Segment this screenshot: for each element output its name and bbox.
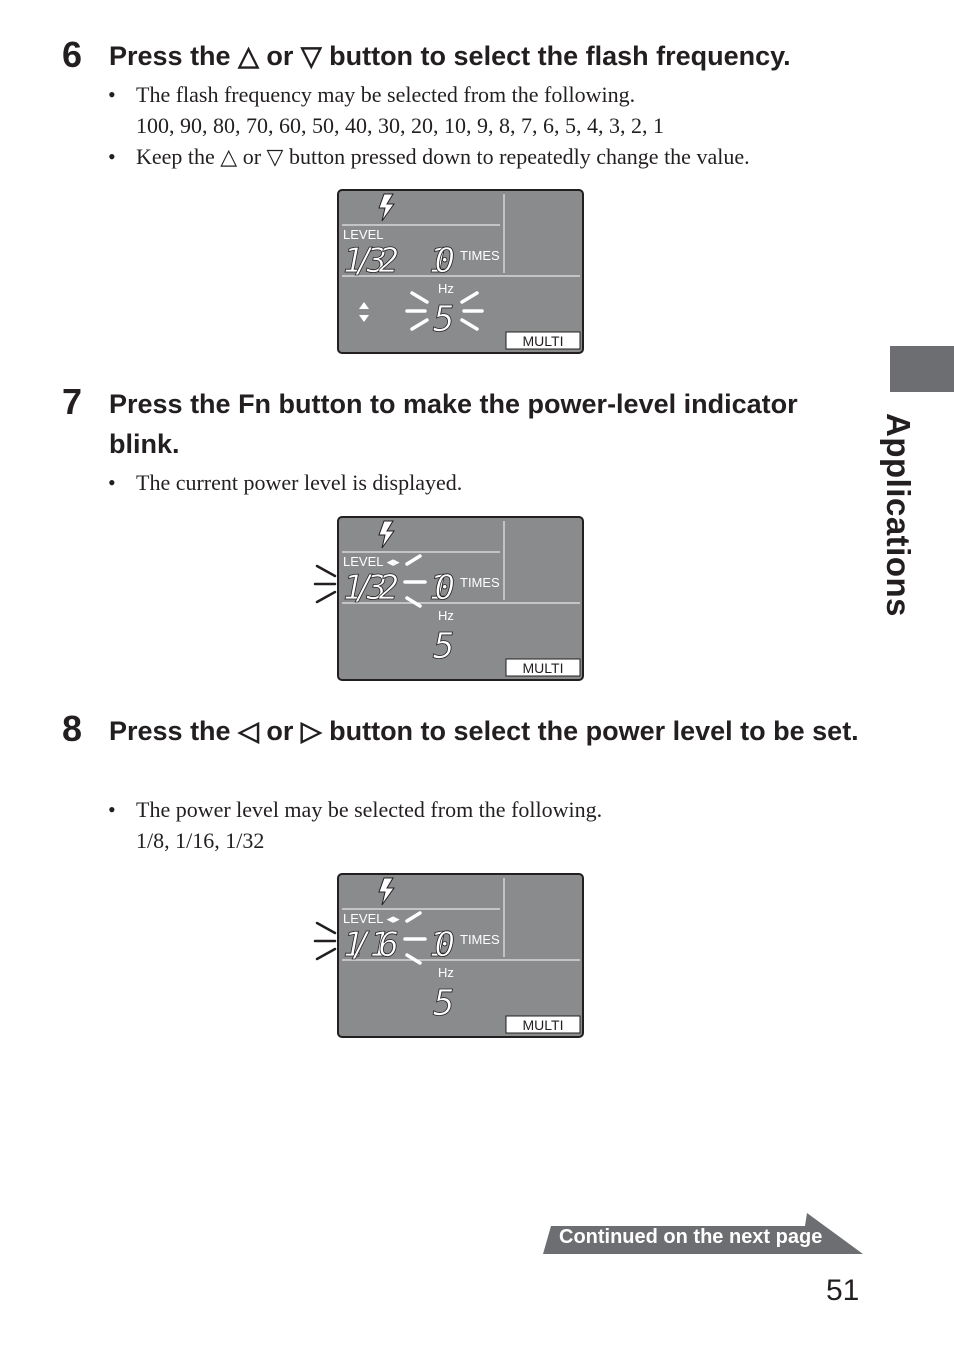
mode-label: MULTI (522, 1017, 564, 1033)
times-value: 10 (429, 568, 455, 608)
bullet-text: The power level may be selected from the following. (136, 797, 603, 822)
lcd-panel-level-blink (312, 516, 584, 681)
continued-banner (543, 1212, 865, 1256)
times-value: 10 (429, 241, 455, 281)
page-number: 51 (826, 1274, 860, 1307)
times-label: TIMES (460, 932, 500, 947)
level-value: 1/32 (343, 568, 399, 608)
level-value: 1/32 (343, 241, 399, 281)
lcd-panel-level-select (312, 873, 584, 1038)
bullet-text: Keep the △ or ▽ button pressed down to repeatedly change the value. (136, 144, 750, 169)
level-label: LEVEL (343, 227, 384, 242)
level-value: 1/ 16 (343, 925, 399, 965)
hz-value: 5 (433, 983, 455, 1024)
section-tab-marker (890, 346, 954, 392)
step-7-bullet-1 (108, 467, 462, 498)
hz-value: 5 (433, 299, 455, 340)
hz-value: 5 (433, 626, 455, 667)
section-tab-text: Applications (880, 412, 917, 618)
step-6-bullet-1 (108, 79, 635, 110)
step-8-bullet-1 (108, 794, 602, 825)
level-label: LEVEL ◂▸ (343, 554, 400, 569)
bullet-dot: • (108, 797, 116, 822)
step-8-number: 8 (62, 708, 83, 749)
step-6-number: 6 (62, 34, 83, 75)
level-label: LEVEL ◂▸ (343, 911, 400, 926)
step-7-heading: Press the Fn button to make the power-level indicator blink. (109, 389, 798, 459)
bullet-text: The current power level is displayed. (136, 470, 463, 495)
mode-label: MULTI (522, 660, 564, 676)
bullet-dot: • (108, 144, 116, 169)
bullet-dot: • (108, 470, 116, 495)
lcd-panel-frequency (337, 189, 584, 354)
bullet-text: The flash frequency may be selected from the following. (136, 82, 636, 107)
mode-label: MULTI (522, 333, 564, 349)
times-value: 10 (429, 925, 455, 965)
hz-label: Hz (438, 608, 454, 623)
times-label: TIMES (460, 248, 500, 263)
times-label: TIMES (460, 575, 500, 590)
hz-label: Hz (438, 965, 454, 980)
hz-label: Hz (438, 281, 454, 296)
step-6-bullet-2 (108, 141, 750, 172)
continued-text: Continued on the next page (559, 1226, 823, 1248)
step-8-heading: Press the ◁ or ▷ button to select the power level to be set. (109, 716, 859, 746)
step-6-heading: Press the △ or ▽ button to select the flash frequency. (109, 41, 791, 71)
step-7-number: 7 (62, 381, 83, 422)
step-8-bullet-1-values: 1/8, 1/16, 1/32 (136, 828, 265, 853)
section-tab-label (868, 405, 928, 625)
bullet-dot: • (108, 82, 116, 107)
step-6-bullet-1-values: 100, 90, 80, 70, 60, 50, 40, 30, 20, 10, 9, 8, 7, 6, 5, 4, 3, 2, 1 (136, 113, 664, 138)
